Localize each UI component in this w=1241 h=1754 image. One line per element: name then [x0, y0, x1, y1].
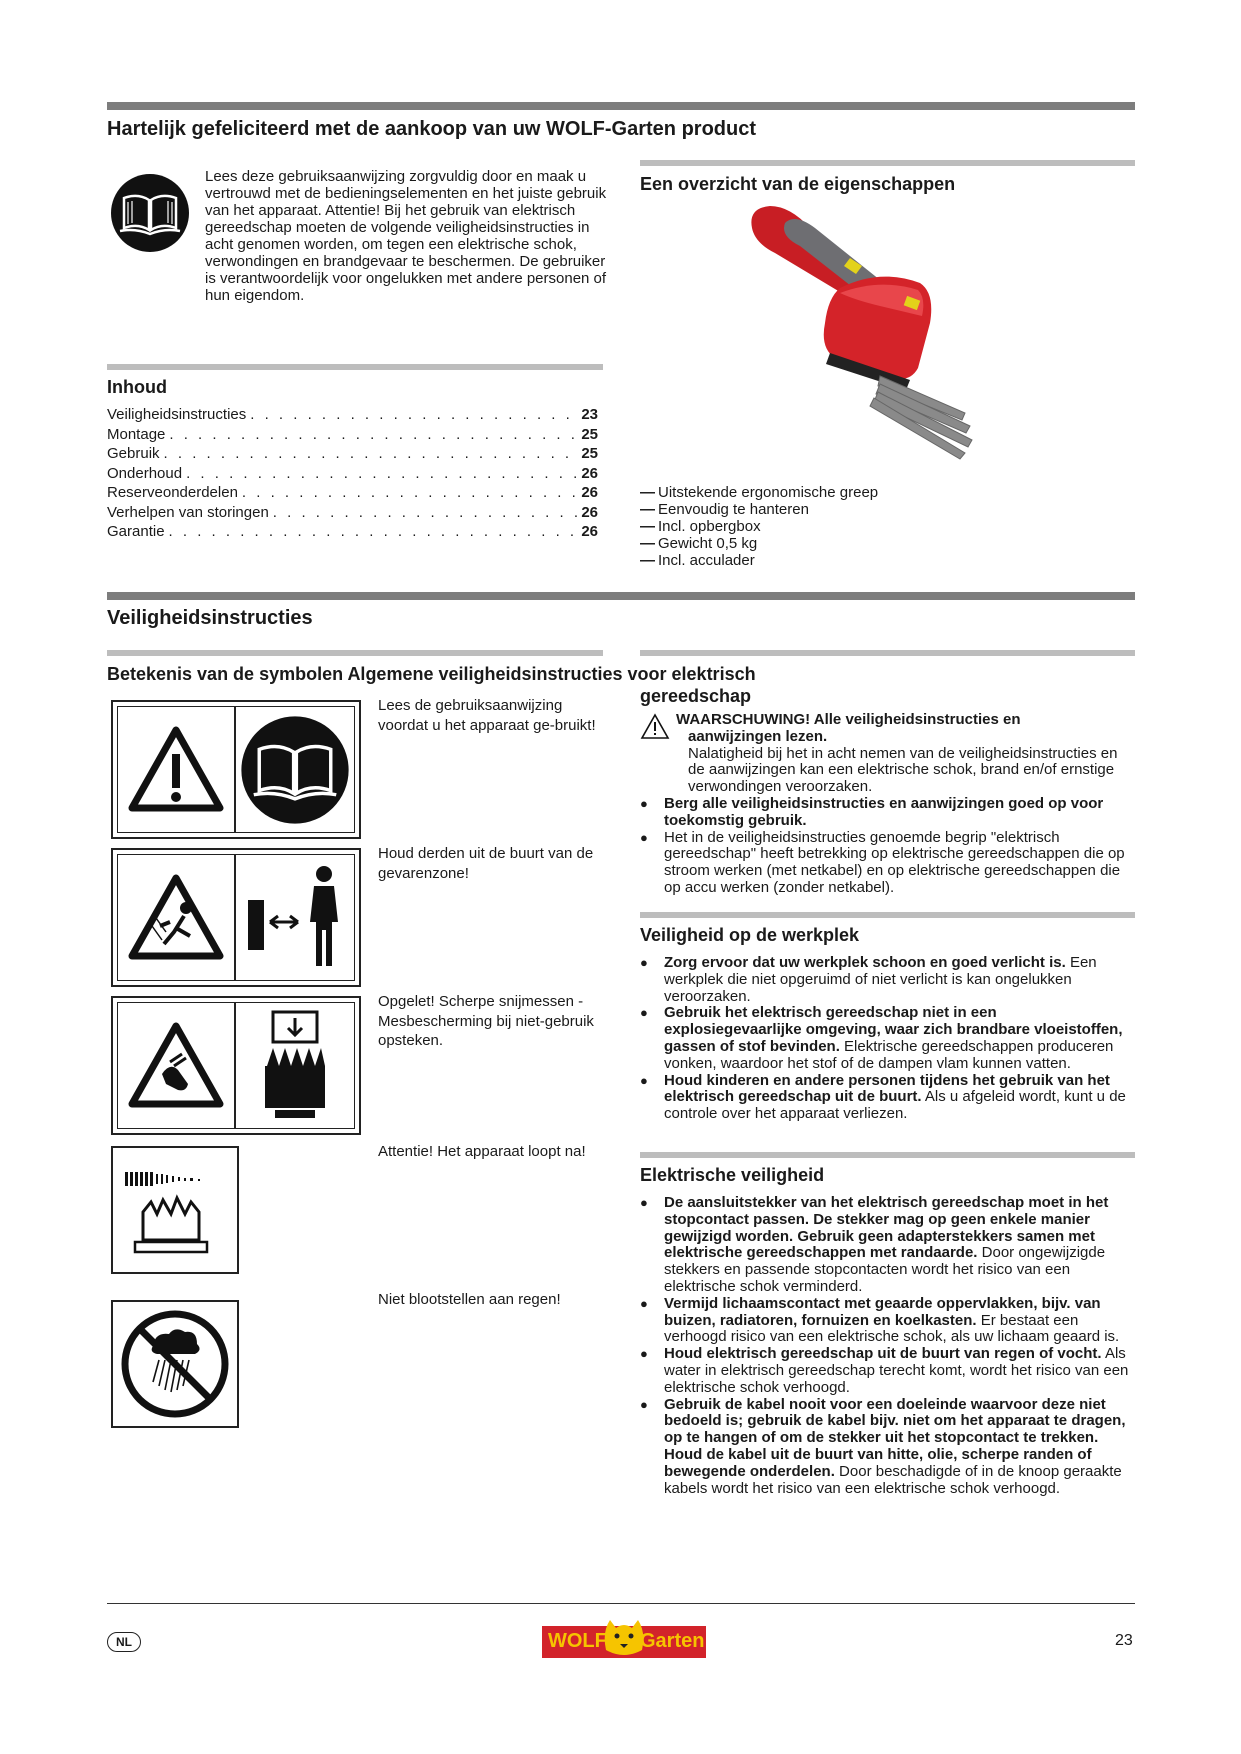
list-item: ● De aansluitstekker van het elektrisch gereedschap moet in het stopcontact passen. De stekker mag op geen enkele manier gewijzigd worden. Gebruik geen adapterstekkers samen met elektrische gereedschappen met randaarde. Door ongewijzigde stekkers en passende stopcontacten wordt het risico van een elektrische schok verminderd. [640, 1195, 1136, 1296]
list-item: ● Houd kinderen en andere personen tijdens het gebruik van het elektrisch gereedschap uit de buurt. Als u afgeleid wordt, kunt u de controle over het apparaat verliezen. [640, 1073, 1136, 1123]
list-item: ● Zorg ervoor dat uw werkplek schoon en goed verlicht is. Een werkplek die niet opgeruimd of niet verlicht is kan ongelukken veroorzaken. [640, 955, 1136, 1005]
grass-shears-product-image [730, 198, 1020, 478]
features-list [640, 484, 1120, 569]
list-item: — Uitstekende ergonomische greep [640, 484, 879, 501]
blade-cover-icon [235, 1002, 355, 1129]
general-rule [640, 650, 1135, 656]
header-rule [107, 102, 1135, 110]
logo-text-garten: Garten [640, 1630, 705, 1652]
toc-item[interactable]: Reserveonderdelen . . . 26 [107, 483, 598, 503]
symbol-text: Attentie! Het apparaat loopt na! [378, 1143, 586, 1160]
no-rain-icon [111, 1300, 239, 1428]
toc-rule [107, 364, 603, 370]
symbol-text: Opgelet! Scherpe snijmessen - Mesbescherming bij niet-gebruik opsteken. [378, 993, 594, 1049]
keep-distance-icon [235, 854, 355, 981]
wolf-garten-logo [540, 1610, 708, 1662]
symbols-title: Betekenis van de symbolen Algemene veiligheidsinstructies voor elektrisch [107, 664, 756, 684]
symbol-text: Niet blootstellen aan regen! [378, 1291, 561, 1308]
list-item: ● Vermijd lichaamscontact met geaarde oppervlakken, bijv. van buizen, radiatoren, fornuizen en koelkasten. Er bestaat een verhoogd risico van een elektrische schok, als uw lichaam geaard is. [640, 1296, 1136, 1346]
flying-objects-warning-icon [117, 854, 235, 981]
intro-text: Lees deze gebruiksaanwijzing zorgvuldig door en maak u vertrouwd met de bedieningselementen en het juiste gebruik van het apparaat. Attentie! Bij het gebruik van elektrisch gereedschap moeten de volgende veiligheidsinstructies in acht genomen worden, om tegen een elektrische schok, verwondingen en brandgevaar te beschermen. De gebruiker is verantwoordelijk voor ongelukken met andere personen of hun eigendom. [205, 168, 607, 304]
list-item: — Incl. opbergbox [640, 518, 761, 535]
list-item: ● Berg alle veiligheidsinstructies en aanwijzingen goed op voor toekomstig gebruik. [640, 796, 1136, 830]
language-badge: NL [107, 1632, 141, 1652]
hand-cut-warning-icon [117, 1002, 235, 1129]
symbol-text: Lees de gebruiksaanwijzing voordat u het apparaat ge-bruikt! [378, 697, 596, 734]
symbol-sharp-blades [111, 996, 361, 1135]
toc-item[interactable]: Onderhoud . . . 26 [107, 464, 598, 484]
list-item: — Gewicht 0,5 kg [640, 535, 758, 552]
workplace-list [640, 955, 1136, 1123]
toc-list [107, 405, 598, 542]
list-item: ● Het in de veiligheidsinstructies genoemde begrip "elektrisch gereedschap" heeft betrekking op elektrische gereedschappen die op stroom werken (met netkabel) en op elektrische gereedschappen die op accu werken (zonder netkabel). [640, 830, 1136, 897]
list-item: ● Gebruik de kabel nooit voor een doeleinde waarvoor deze niet bedoeld is; gebruik de kabel bijv. niet om het apparaat te dragen, op te hangen of om de stekker uit het stopcontact te trekken. Houd de kabel uit de buurt van hitte, olie, scherpe randen of bewegende onderdelen. Door beschadigde of in de knoop geraakte kabels wordt het risico van een elektrische schok verhoogd. [640, 1397, 1136, 1498]
list-item: ● Gebruik het elektrisch gereedschap niet in een explosiegevaarlijke omgeving, waar zich brandbare vloeistoffen, gassen of stof bevinden. Elektrische gereedschappen produceren vonken, waardoor het stof of de dampen vlam kunnen vatten. [640, 1005, 1136, 1072]
toc-item[interactable]: Verhelpen van storingen . . . 26 [107, 503, 598, 523]
warning-triangle-icon [640, 713, 670, 740]
symbols-rule [107, 650, 603, 656]
warning-triangle-icon [117, 706, 235, 833]
toc-item[interactable]: Veiligheidsinstructies . . . 23 [107, 405, 598, 425]
toc-item[interactable]: Garantie . . . 26 [107, 522, 598, 542]
general-safety-block [640, 712, 1136, 897]
logo-text-wolf: WOLF [548, 1630, 607, 1652]
general-title: gereedschap [640, 686, 752, 706]
list-item: — Incl. acculader [640, 552, 755, 569]
run-on-icon [111, 1146, 239, 1274]
features-title: Een overzicht van de eigenschappen [640, 174, 956, 194]
features-rule [640, 160, 1135, 166]
workplace-title: Veiligheid op de werkplek [640, 925, 860, 945]
toc-title: Inhoud [107, 377, 167, 397]
page-title: Hartelijk gefeliciteerd met de aankoop van uw WOLF-Garten product [107, 118, 757, 140]
electric-title: Elektrische veiligheid [640, 1165, 825, 1185]
electric-list [640, 1195, 1136, 1497]
footer-rule [107, 1603, 1135, 1604]
symbol-read-manual [111, 700, 361, 839]
list-item: — Eenvoudig te hanteren [640, 501, 809, 518]
safety-rule [107, 592, 1135, 600]
electric-rule [640, 1152, 1135, 1158]
read-manual-icon [110, 173, 190, 253]
safety-title: Veiligheidsinstructies [107, 607, 313, 629]
read-manual-icon [235, 706, 355, 833]
workplace-rule [640, 912, 1135, 918]
warning-paragraph: WAARSCHUWING! Alle veiligheidsinstructies en aanwijzingen lezen. Nalatigheid bij het in acht nemen van de veiligheidsinstructies en de aanwijzingen kan een elektrische schok, brand en/of ernstige verwondingen veroorzaken. [640, 712, 1136, 796]
symbol-keep-distance [111, 848, 361, 987]
toc-item[interactable]: Montage . . . 25 [107, 425, 598, 445]
list-item: ● Houd elektrisch gereedschap uit de buurt van regen of vocht. Als water in elektrisch gereedschap terecht komt, wordt het risico van een elektrische schok verhoogd. [640, 1346, 1136, 1396]
toc-item[interactable]: Gebruik . . . 25 [107, 444, 598, 464]
symbol-text: Houd derden uit de buurt van de gevarenzone! [378, 845, 594, 882]
page-number: 23 [1115, 1632, 1133, 1649]
